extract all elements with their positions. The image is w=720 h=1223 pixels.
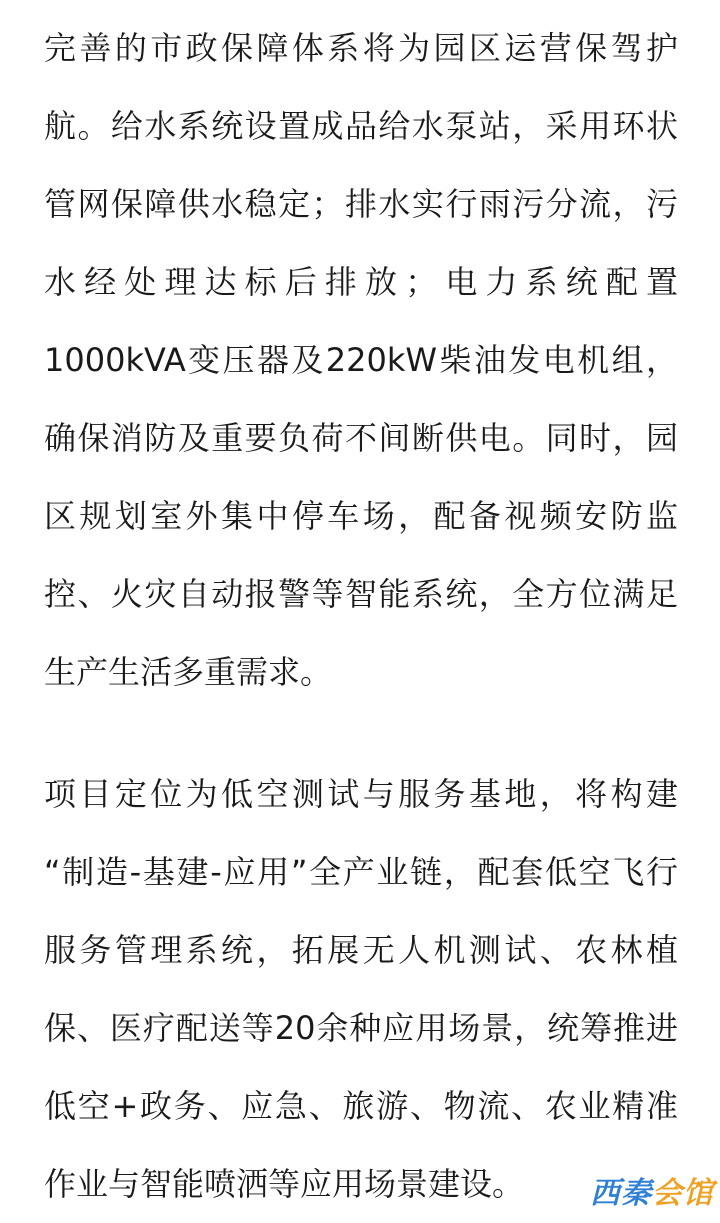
paragraph-2-line-3: 服务管理系统，拓展无人机测试、农林植 — [44, 931, 678, 969]
paragraph-1-line-6: 确保消防及重要负荷不间断供电。同时，园 — [44, 419, 678, 457]
paragraph-2-line-4: 保、医疗配送等20余种应用场景，统筹推进 — [44, 1009, 678, 1047]
paragraph-1-line-1: 完善的市政保障体系将为园区运营保驾护 — [44, 29, 678, 67]
paragraph-1-line-7: 区规划室外集中停车场，配备视频安防监 — [44, 497, 678, 535]
watermark-logo — [590, 1168, 714, 1212]
paragraph-2-line-5: 低空+政务、应急、旅游、物流、农业精准 — [44, 1087, 678, 1125]
paragraph-2-line-1: 项目定位为低空测试与服务基地，将构建 — [44, 775, 678, 813]
paragraph-1-line-5: 1000kVA变压器及220kW柴油发电机组， — [44, 341, 678, 379]
paragraph-1-line-4: 水经处理达标后排放；电力系统配置 — [44, 263, 678, 301]
paragraph-1-line-2: 航。给水系统设置成品给水泵站，采用环状 — [44, 107, 678, 145]
paragraph-2-line-6: 作业与智能喷洒等应用场景建设。 — [44, 1165, 525, 1203]
paragraph-1-line-8: 控、火灾自动报警等智能系统，全方位满足 — [44, 575, 678, 613]
paragraph-1-line-9: 生产生活多重需求。 — [44, 653, 333, 691]
watermark-part-1: 西秦 — [590, 1176, 652, 1211]
watermark-part-2: 会馆 — [652, 1176, 714, 1211]
paragraph-2-line-2: “制造-基建-应用”全产业链，配套低空飞行 — [44, 853, 678, 891]
paragraph-1-line-3: 管网保障供水稳定；排水实行雨污分流，污 — [44, 185, 678, 223]
